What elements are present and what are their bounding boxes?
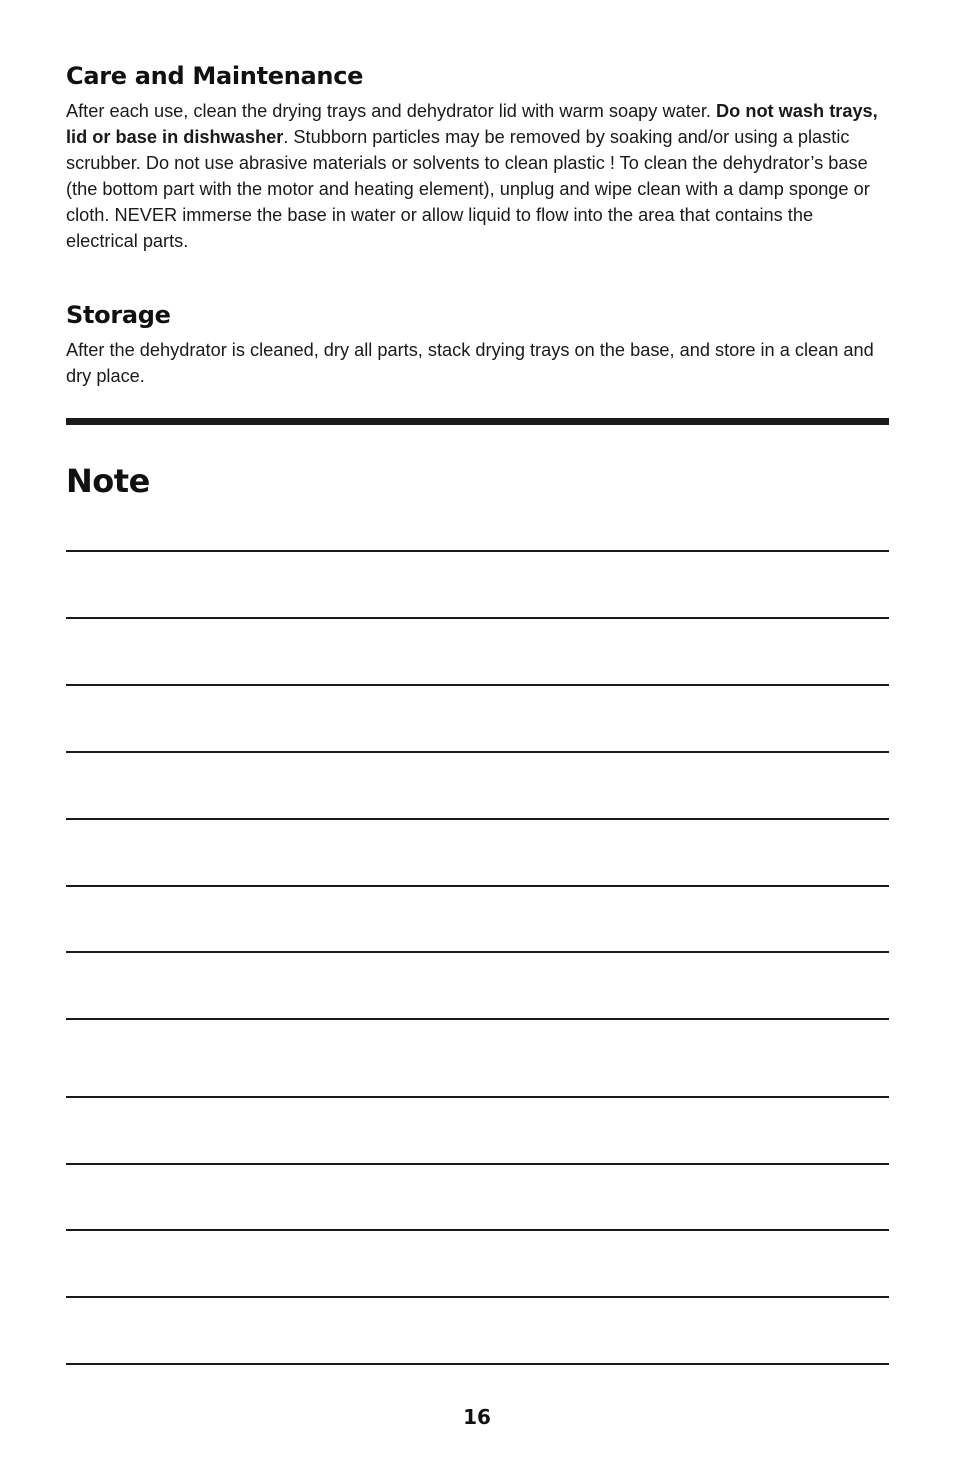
note-heading: Note <box>66 462 150 500</box>
storage-paragraph: After the dehydrator is cleaned, dry all parts, stack drying trays on the base, and store in a clean and dry place. <box>66 340 874 386</box>
note-line <box>66 1229 889 1231</box>
care-maintenance-paragraph <box>66 98 889 254</box>
note-line <box>66 951 889 953</box>
note-line <box>66 1296 889 1298</box>
care-text-intro: After each use, clean the drying trays and dehydrator lid with warm soapy water. <box>66 101 717 121</box>
note-line <box>66 885 889 887</box>
note-line <box>66 1363 889 1365</box>
care-text-rest: . Stubborn particles may be removed by soaking and/or using a plastic scrubber. Do not use abrasive materials or solvents to clean plastic ! To clean the dehydrator’s base (the bottom part with the motor and heating element), unplug and wipe clean with a damp sponge or cloth. NEVER immerse the base in water or allow liquid to flow into the area that contains the electrical parts. <box>66 127 870 251</box>
page-number: 16 <box>463 1405 491 1429</box>
note-line <box>66 1163 889 1165</box>
note-line <box>66 684 889 686</box>
note-line <box>66 550 889 552</box>
section-divider <box>66 418 889 425</box>
note-line <box>66 1018 889 1020</box>
note-line <box>66 1096 889 1098</box>
note-line <box>66 818 889 820</box>
storage-heading: Storage <box>66 301 171 329</box>
care-maintenance-heading: Care and Maintenance <box>66 62 364 90</box>
note-line <box>66 751 889 753</box>
care-text-warning: Do not wash trays, lid or base in dishwasher <box>66 101 878 147</box>
note-line <box>66 617 889 619</box>
